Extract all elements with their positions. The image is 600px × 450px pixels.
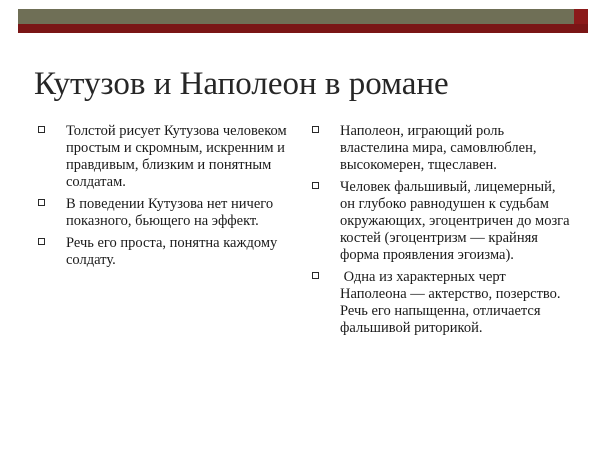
square-bullet-icon [312,126,319,133]
list-item-text: Толстой рисует Кутузова человеком простым и скромным, искренним и правдивым, близким и понятным солдатам. [66,123,287,190]
square-bullet-icon [312,272,319,279]
header-band [18,9,574,24]
list-item-text: Речь его проста, понятна каждому солдату. [66,235,278,268]
list-item [312,179,574,264]
square-bullet-icon [312,182,319,189]
square-bullet-icon [38,199,45,206]
list-item [312,269,574,337]
square-bullet-icon [38,238,45,245]
list-item [38,196,288,230]
list-item [38,235,288,269]
list-item-text: Человек фальшивый, лицемерный, он глубоко равнодушен к судьбам окружающих, эгоцентричен до мозга костей (эгоцентризм — крайняя форма проявления эгоизма). [340,179,570,263]
list-item [38,123,288,191]
header-accent-square [574,9,588,24]
header-rule [18,24,588,33]
kutuzov-list [38,123,288,274]
list-item-text: В поведении Кутузова нет ничего показного, бьющего на эффект. [66,196,274,229]
list-item-text: Одна из характерных черт Наполеона — актерство, позерство. Речь его напыщенна, отличается фальшивой риторикой. [340,269,565,336]
napoleon-list [312,123,574,342]
list-item-text: Наполеон, играющий роль властелина мира, самовлюблен, высокомерен, тщеславен. [340,123,537,173]
square-bullet-icon [38,126,45,133]
slide-title: Кутузов и Наполеон в романе [34,66,449,102]
list-item [312,123,574,174]
